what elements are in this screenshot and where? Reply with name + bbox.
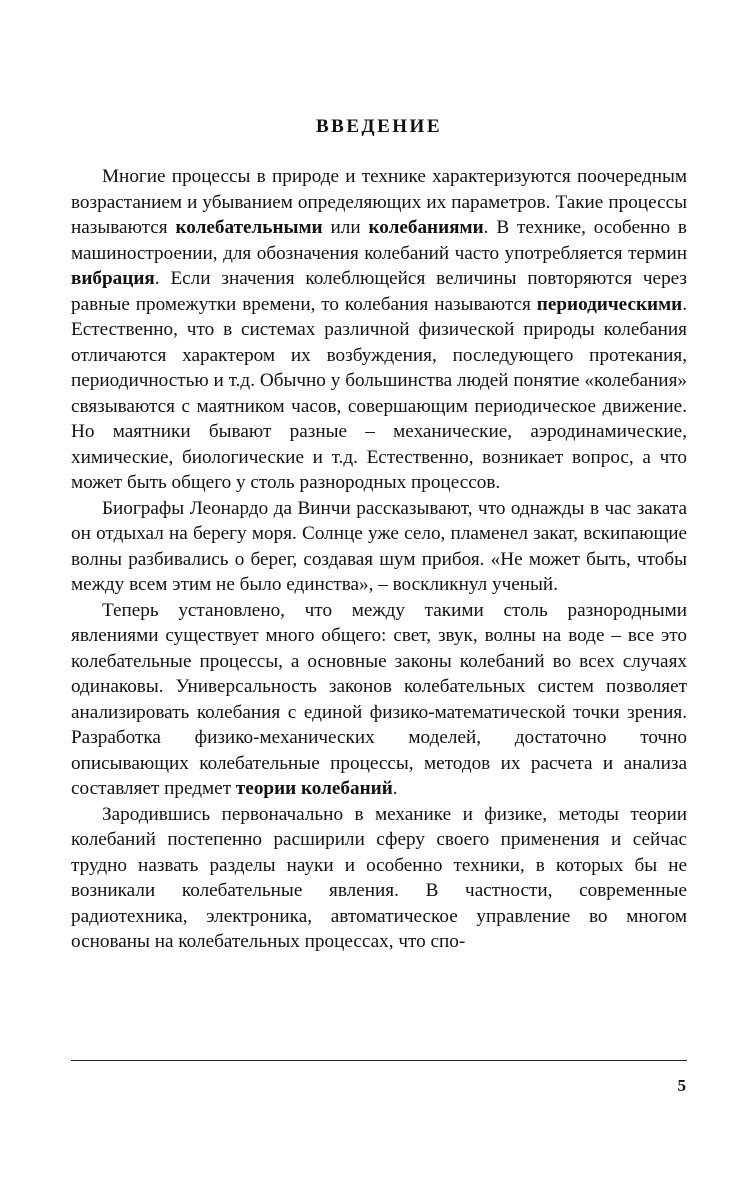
text-run: . Естественно, что в системах различной физической природы колебания отличаются характером их возбуждения, последующего протекания, периодичностью и т.д. Обычно у большинства людей понятие «колебания» связываются с маятником часов, совершающим периодическое движение. Но маятники бывают разные – механические, аэродинамические, химические, биологические и т.д. Естественно, возникает вопрос, а что может быть общего у столь разнородных процессов. [71,293,687,493]
text-run: . Если значения колеблющейся величины повторяются через равные промежутки времени, то колебания называются [71,268,687,315]
text-run: Биографы Леонардо да Винчи рассказывают, что однажды в час заката он отдыхал на берегу моря. Солнце уже село, пламенел закат, вскипающие волны разбивались о берег, создавая шум прибоя. «Не может быть, чтобы между всем этим не было единства», – воскликнул ученый. [71,497,687,595]
bold-term: колебательными [175,217,323,238]
bold-term: периодическими [536,293,683,315]
text-run: или [322,217,369,238]
bold-term: вибрация [71,268,155,289]
paragraph [71,598,687,802]
bold-term: колебаниями [368,217,484,238]
text-run: Зародившись первоначально в механике и физике, методы теории колебаний постепенно расширили сферу своего применения и сейчас трудно назвать разделы науки и особенно техники, в которых бы не возникали колебательные явления. В частности, современные радиотехника, электроника, автоматическое управление во многом основаны на колебательных процессах, что спо- [71,803,687,952]
text-run: Многие процессы в природе и технике характеризуются поочередным возрастанием и убыванием определяющих их параметров. Такие процессы называются [71,166,687,238]
paragraph [71,496,687,598]
chapter-title: ВВЕДЕНИЕ [316,116,442,137]
body-text [71,164,687,955]
page-number: 5 [677,1076,686,1095]
text-run: . В технике, особенно в машиностроении, для обозначения колебаний часто употребляется термин [71,217,687,264]
footer-rule [71,1060,687,1061]
paragraph [71,164,687,496]
bold-term: теории колебаний [235,778,393,799]
text-run: . [392,778,398,799]
paragraph [71,802,687,955]
text-run: Теперь установлено, что между такими столь разнородными явлениями существует много общего: свет, звук, волны на воде – все это колебательные процессы, а основные законы колебаний во всех случаях одинаковы. Универсальность законов колебательных систем позволяет анализировать колебания с единой физико-математической точки зрения. Разработка физико-механических моделей, достаточно точно описывающих колебательные процессы, методов их расчета и анализа составляет предмет [71,599,687,799]
